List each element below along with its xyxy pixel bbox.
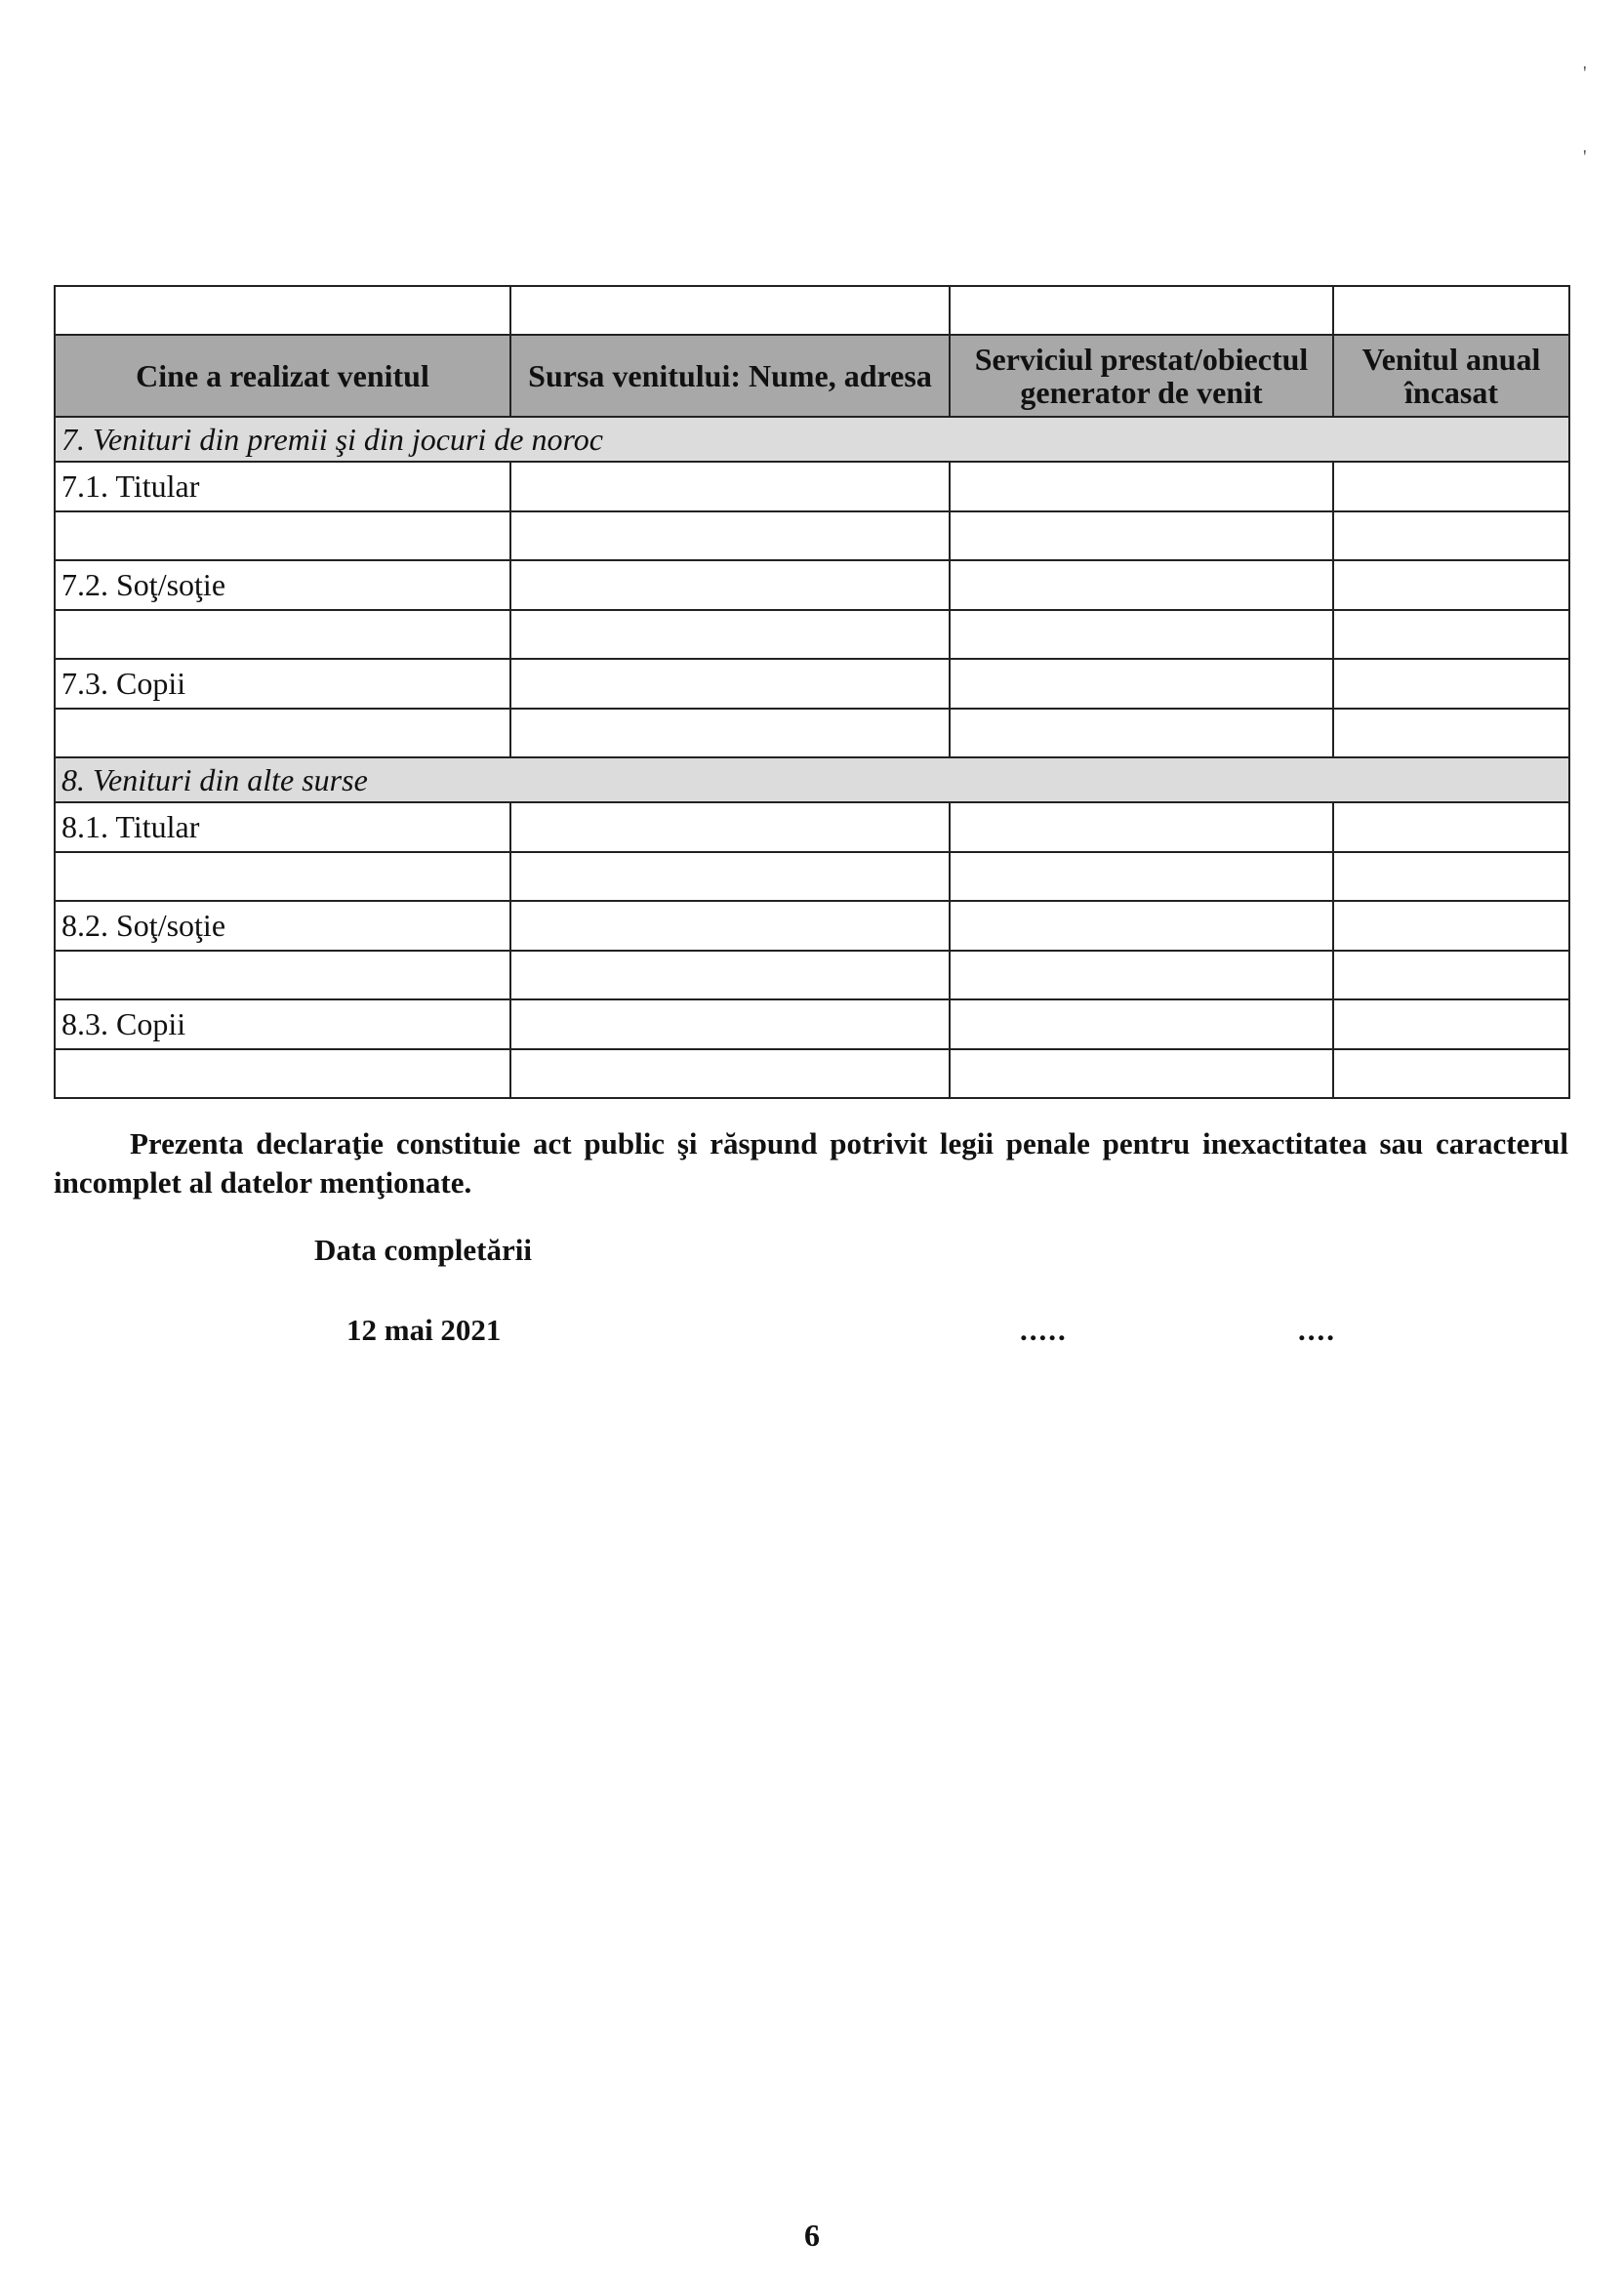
section-title: 7. Venituri din premii şi din jocuri de noroc <box>55 417 1569 462</box>
row-label: 8.2. Soţ/soţie <box>55 901 510 951</box>
table-row <box>55 901 1569 951</box>
date-label: Data completării <box>314 1233 532 1267</box>
scan-mark: ' <box>1583 146 1587 168</box>
date-value: 12 mai 2021 <box>346 1313 502 1347</box>
header-row <box>55 335 1569 417</box>
table-row <box>55 852 1569 901</box>
column-header: Sursa venitului: Nume, adresa <box>510 335 950 417</box>
table-row <box>55 1049 1569 1098</box>
column-header: Cine a realizat venitul <box>55 335 510 417</box>
column-header: Serviciul prestat/obiectul generator de venit <box>950 335 1333 417</box>
table-row <box>55 511 1569 560</box>
row-label: 7.2. Soţ/soţie <box>55 560 510 610</box>
row-label: 7.3. Copii <box>55 659 510 709</box>
scan-mark: ' <box>1583 62 1587 84</box>
table-row <box>55 659 1569 709</box>
signature-placeholder: .... <box>1298 1313 1336 1347</box>
row-label: 8.3. Copii <box>55 999 510 1049</box>
row-label: 8.1. Titular <box>55 802 510 852</box>
column-header: Venitul anual încasat <box>1333 335 1569 417</box>
table-row <box>55 286 1569 335</box>
signature-placeholder: ..... <box>1020 1313 1068 1347</box>
row-label: 7.1. Titular <box>55 462 510 511</box>
table-row <box>55 462 1569 511</box>
page-number: 6 <box>804 2218 820 2253</box>
table-row <box>55 709 1569 757</box>
section-title: 8. Venituri din alte surse <box>55 757 1569 802</box>
declaration-statement: Prezenta declaraţie constituie act public şi răspund potrivit legii penale pentru inexactitatea sau caracterul incomplet al datelor menţionate. <box>54 1126 1568 1200</box>
table-row <box>55 610 1569 659</box>
section-row <box>55 757 1569 802</box>
table-row <box>55 951 1569 999</box>
table-row <box>55 802 1569 852</box>
income-table <box>54 285 1570 1099</box>
section-row <box>55 417 1569 462</box>
table-row <box>55 999 1569 1049</box>
table-row <box>55 560 1569 610</box>
